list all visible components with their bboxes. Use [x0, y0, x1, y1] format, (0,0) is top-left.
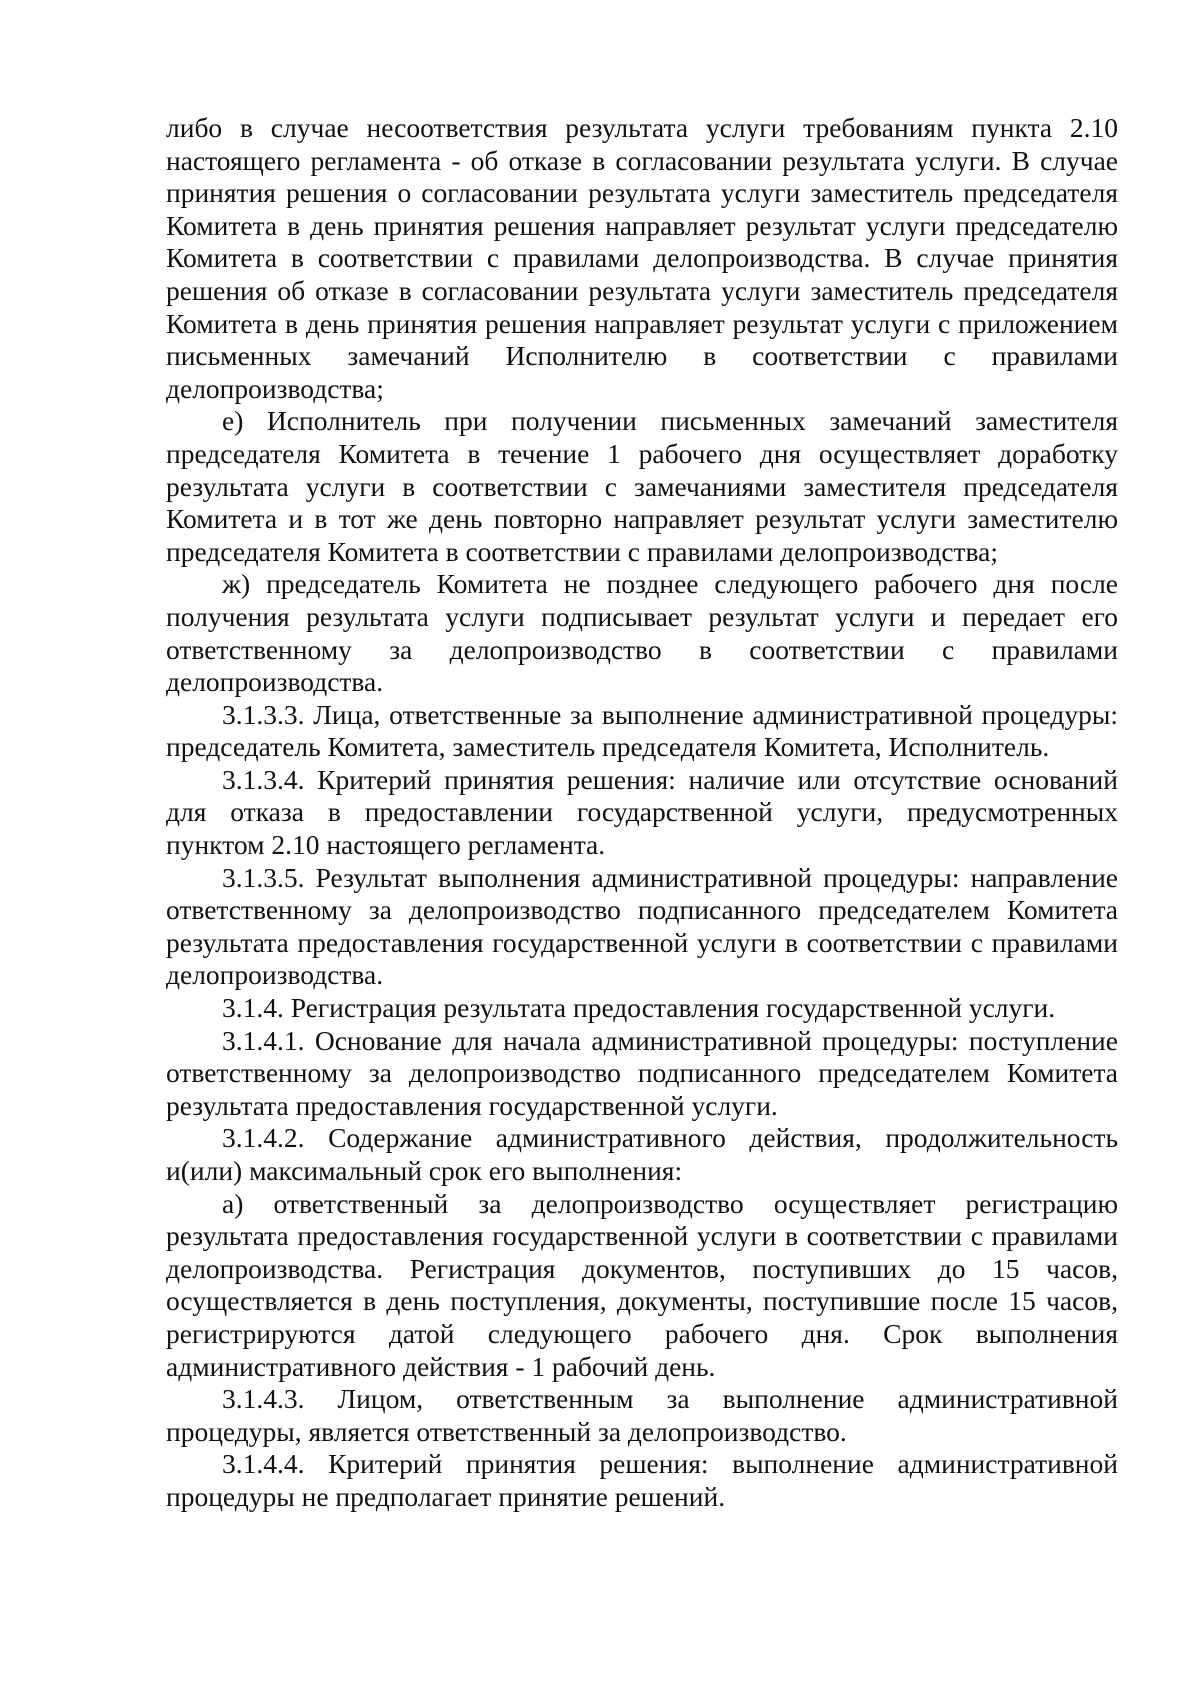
paragraph-3-1-4-4: 3.1.4.4. Критерий принятия решения: выполнение административной процедуры не предполагает принятие решений. [166, 1448, 1118, 1512]
paragraph-item-e: е) Исполнитель при получении письменных замечаний заместителя председателя Комитета в течение 1 рабочего дня осуществляет доработку результата услуги в соответствии с замечаниями заместителя председателя Комитета и в тот же день повторно направляет результат услуги заместителю председателя Комитета в соответствии с правилами делопроизводства; [166, 405, 1118, 567]
paragraph-3-1-3-5: 3.1.3.5. Результат выполнения административной процедуры: направление ответственному за делопроизводство подписанного председателем Комитета результата предоставления государственной услуги в соответствии с правилами делопроизводства. [166, 861, 1118, 991]
paragraph-3-1-4: 3.1.4. Регистрация результата предоставления государственной услуги. [222, 992, 1056, 1024]
paragraph-3-1-4-3: 3.1.4.3. Лицом, ответственным за выполнение административной процедуры, является ответственный за делопроизводство. [166, 1383, 1118, 1447]
paragraph-3-1-3-4: 3.1.3.4. Критерий принятия решения: наличие или отсутствие оснований для отказа в предоставлении государственной услуги, предусмотренных пунктом 2.10 настоящего регламента. [166, 763, 1118, 861]
paragraph-item-zh: ж) председатель Комитета не позднее следующего рабочего дня после получения результата услуги подписывает результат услуги и передает его ответственному за делопроизводство в соответствии с правилами делопроизводства. [166, 568, 1118, 698]
paragraph-3-1-4-1: 3.1.4.1. Основание для начала административной процедуры: поступление ответственному за делопроизводство подписанного председателем Комитета результата предоставления государственной услуги. [166, 1024, 1118, 1121]
paragraph-continuation: либо в случае несоответствия результата услуги требованиям пункта 2.10 настоящего регламента - об отказе в согласовании результата услуги. В случае принятия решения о согласовании результата услуги заместитель председателя Комитета в день принятия решения направляет результат услуги председателю Комитета в соответствии с правилами делопроизводства. В случае принятия решения об отказе в согласовании результата услуги заместитель председателя Комитета в день принятия решения направляет результат услуги с приложением письменных замечаний Исполнителю в соответствии с правилами делопроизводства; [166, 112, 1118, 404]
document-page [166, 112, 1118, 1514]
paragraph-3-1-4-2: 3.1.4.2. Содержание административного действия, продолжительность и(или) максимальный срок его выполнения: [166, 1122, 1118, 1186]
paragraph-item-a: а) ответственный за делопроизводство осуществляет регистрацию результата предоставления государственной услуги в соответствии с правилами делопроизводства. Регистрация документов, поступивших до 15 часов, осуществляется в день поступления, документы, поступившие после 15 часов, регистрируются датой следующего рабочего дня. Срок выполнения административного действия - 1 рабочий день. [166, 1187, 1118, 1382]
paragraph-3-1-3-3: 3.1.3.3. Лица, ответственные за выполнение административной процедуры: председатель Комитета, заместитель председателя Комитета, Исполнитель. [166, 698, 1118, 763]
